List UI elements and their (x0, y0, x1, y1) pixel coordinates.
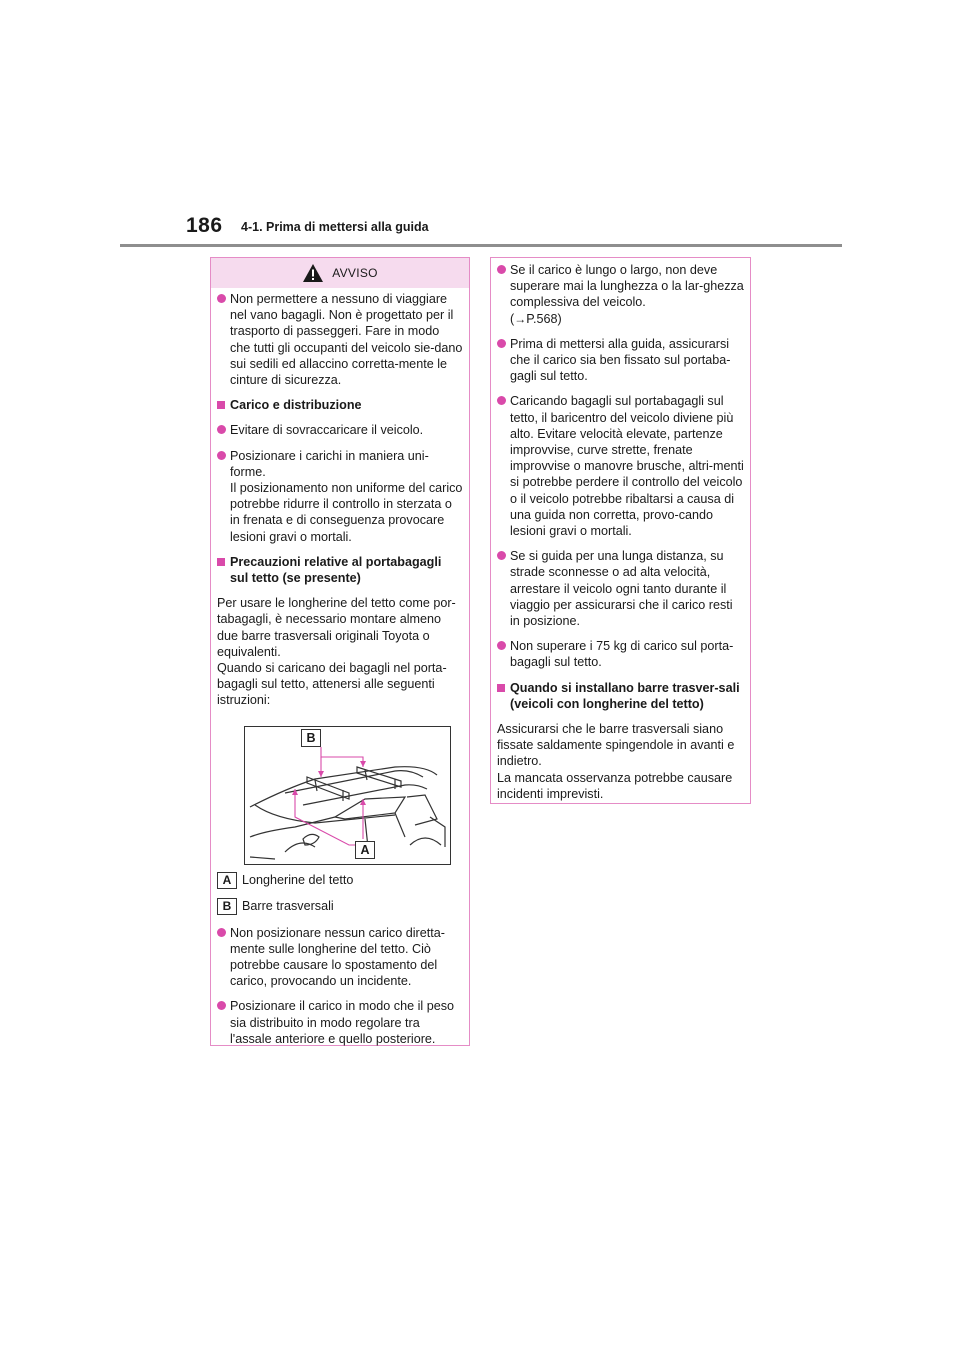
page-number: 186 (186, 214, 223, 237)
legend-text: Longherine del tetto (242, 873, 354, 888)
bullet-item (217, 291, 469, 388)
bullet-dot (217, 928, 226, 937)
paragraph: Assicurarsi che le barre trasversali siano fissate saldamente spingendole in avanti e indietro. (497, 722, 735, 769)
bullet-item (497, 393, 750, 539)
bullet-item (217, 422, 469, 438)
car-roof-rack-drawing (245, 727, 450, 864)
page-reference[interactable]: P.568 (526, 311, 558, 326)
bullet-item (217, 998, 469, 1047)
bullet-text-continued: Il posizionamento non uniforme del carico potrebbe ridurre il controllo in sterzata o in frenata e di conseguenza provocare lesioni gravi o mortali. (230, 481, 463, 544)
legend-item (217, 872, 469, 889)
bullet-text: Non posizionare nessun carico diretta-mente sulle longherine del tetto. Ciò potrebbe causare lo spostamento del carico, provocando un incidente. (230, 925, 445, 989)
bullet-dot (217, 294, 226, 303)
warning-box-right (490, 257, 751, 804)
subheading-text: Precauzioni relative al portabagagli sul tetto (se presente) (230, 554, 442, 586)
subheading (217, 554, 469, 586)
legend-text: Barre trasversali (242, 899, 334, 914)
header-rule (120, 244, 842, 247)
paragraph: Per usare le longherine del tetto come por-tabagagli, è necessario montare almeno due barre trasversali originali Toyota o equivalenti. (217, 596, 456, 659)
subheading (217, 397, 469, 413)
bullet-text: Non permettere a nessuno di viaggiare nel vano bagagli. Non è progettato per il trasporto di passeggeri. Fare in modo che tutti gli occupanti del veicolo sie-dano sui sedili ed allaccino corretta-mente le cinture di sicurezza. (230, 292, 463, 388)
bullet-item: Se il carico è lungo o largo, non deve superare mai la lunghezza o la lar-ghezza complessiva del veicolo. (→P.568) (497, 262, 750, 327)
warning-triangle-icon (302, 263, 324, 283)
bullet-item (217, 448, 469, 545)
bullet-dot (497, 641, 506, 650)
paragraph: Quando si caricano dei bagagli nel porta-bagagli sul tetto, attenersi alle seguenti istruzioni: (217, 661, 447, 708)
legend-key: A (217, 872, 237, 889)
paragraph: La mancata osservanza potrebbe causare incidenti imprevisti. (497, 770, 733, 801)
bullet-text: Prima di mettersi alla guida, assicurarsi che il carico sia ben fissato sul portaba-gagli sul tetto. (510, 336, 731, 384)
page-reference-arrow-icon: → (514, 311, 527, 326)
bullet-dot (217, 425, 226, 434)
bullet-text: Posizionare il carico in modo che il peso sia distribuito in modo regolare tra l'assale anteriore e quello posteriore. (230, 999, 455, 1046)
bullet-dot (497, 551, 506, 560)
bullet-dot (217, 1001, 226, 1010)
bullet-text: Evitare di sovraccaricare il veicolo. (230, 423, 424, 438)
legend-item (217, 898, 469, 915)
bullet-text: Non superare i 75 kg di carico sul porta-bagagli sul tetto. (510, 639, 734, 670)
warning-box-left (210, 257, 470, 1046)
callout-label-a: A (355, 841, 375, 859)
section-title: 4-1. Prima di mettersi alla guida (241, 220, 429, 234)
bullet-dot (497, 265, 506, 274)
roof-rack-illustration (244, 726, 451, 865)
warning-label: AVVISO (332, 265, 378, 280)
warning-header (211, 258, 469, 288)
bullet-text: Se si guida per una lunga distanza, su strade sconnesse o ad alta velocità, arrestare il veicolo ogni tanto durante il viaggio per assicurarsi che il carico resti in posizione. (510, 549, 733, 629)
bullet-item (497, 548, 750, 629)
subheading (497, 680, 750, 712)
square-marker (497, 684, 505, 692)
legend-key: B (217, 898, 237, 915)
square-marker (217, 401, 225, 409)
bullet-item (217, 925, 469, 990)
subheading-text: Carico e distribuzione (230, 398, 362, 413)
bullet-text: Caricando bagagli sul portabagagli sul tetto, il baricentro del veicolo diviene più alto. Evitare velocità elevate, partenze improvvise, curve strette, frenate improvvise o manovre brusche, altri-menti si potrebbe perdere il controllo del veicolo o il veicolo potrebbe ribaltarsi a causa di una guida non corretta, provo-cando lesioni gravi o mortali. (510, 394, 744, 539)
bullet-dot (497, 396, 506, 405)
subheading-text: Quando si installano barre trasver-sali (veicoli con longherine del tetto) (510, 680, 740, 711)
bullet-item (497, 638, 750, 670)
bullet-dot (497, 339, 506, 348)
square-marker (217, 558, 225, 566)
bullet-text: Se il carico è lungo o largo, non deve superare mai la lunghezza o la lar-ghezza complessiva del veicolo. (510, 263, 744, 310)
bullet-dot (217, 451, 226, 460)
bullet-item (497, 336, 750, 385)
callout-label-b: B (301, 729, 321, 747)
bullet-text: Posizionare i carichi in maniera uni-forme. (230, 448, 429, 479)
